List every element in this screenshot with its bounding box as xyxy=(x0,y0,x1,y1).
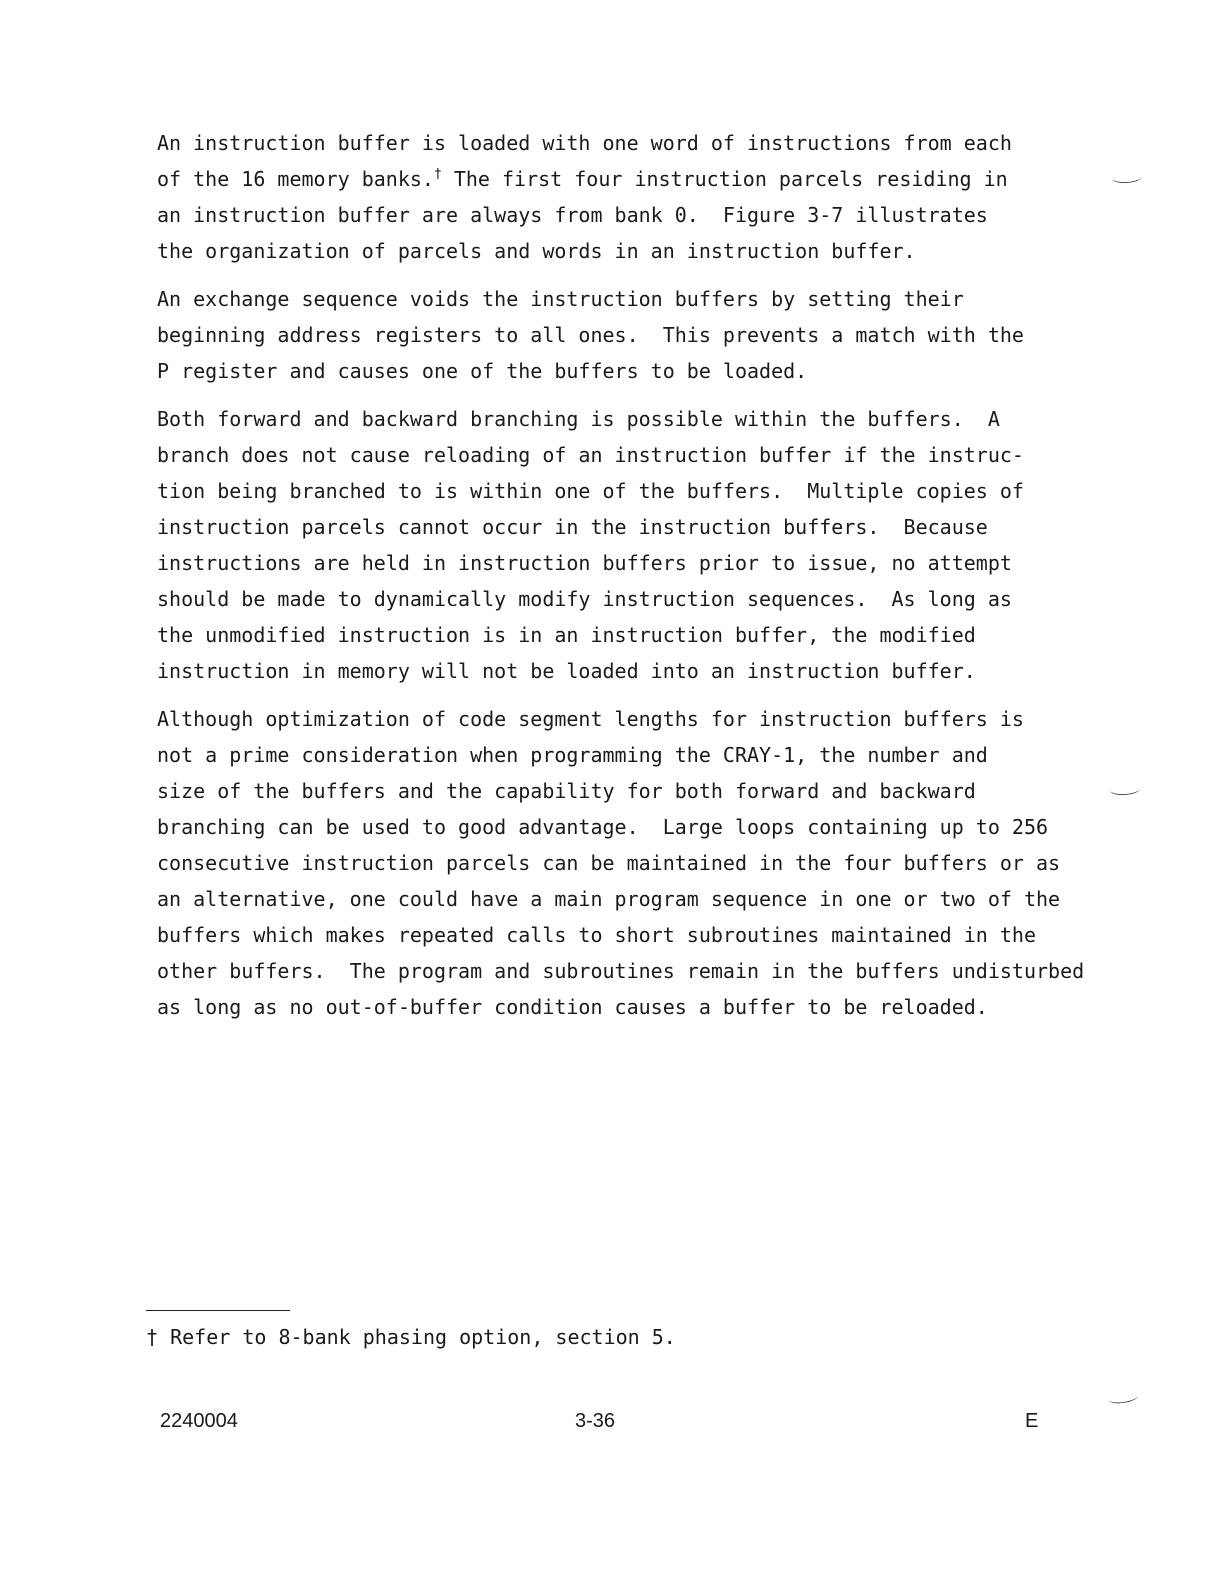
paragraph-instruction-buffer-loading xyxy=(157,125,1097,269)
page-number: 3-36 xyxy=(575,1410,616,1432)
text-line: instruction in memory will not be loaded into an instruction buffer. xyxy=(157,659,976,683)
text-line: branching can be used to good advantage. Large loops containing up to 256 xyxy=(157,815,1049,839)
paragraph-exchange-sequence xyxy=(157,281,1097,389)
text-line: instruction parcels cannot occur in the instruction buffers. Because xyxy=(157,515,988,539)
text-line: Although optimization of code segment lengths for instruction buffers is xyxy=(157,707,1024,731)
revision-letter: E xyxy=(1025,1410,1039,1432)
paragraph-branching xyxy=(157,401,1097,689)
text-line xyxy=(157,161,1097,197)
footnote-text: Refer to 8-bank phasing option, section 5. xyxy=(158,1325,676,1349)
text-line: branch does not cause reloading of an instruction buffer if the instruc- xyxy=(157,443,1024,467)
text-line: instructions are held in instruction buffers prior to issue, no attempt xyxy=(157,551,1012,575)
binder-hole-mark-icon xyxy=(1107,1390,1138,1405)
text-line: buffers which makes repeated calls to short subroutines maintained in the xyxy=(157,923,1036,947)
text-line: beginning address registers to all ones. This prevents a match with the xyxy=(157,323,1024,347)
text-line: Both forward and backward branching is possible within the buffers. A xyxy=(157,407,1000,431)
footnote-dagger: † xyxy=(146,1325,159,1349)
text-line: an alternative, one could have a main program sequence in one or two of the xyxy=(157,887,1061,911)
text-line: an instruction buffer are always from bank 0. Figure 3-7 illustrates xyxy=(157,203,988,227)
text-line: size of the buffers and the capability for both forward and backward xyxy=(157,779,976,803)
footnote-reference: † xyxy=(433,167,442,182)
text-line: the unmodified instruction is in an instruction buffer, the modified xyxy=(157,623,976,647)
text-line: P register and causes one of the buffers to be loaded. xyxy=(157,359,808,383)
text-line: other buffers. The program and subroutines remain in the buffers undisturbed xyxy=(157,959,1085,983)
footnote xyxy=(146,1322,676,1352)
text-line: consecutive instruction parcels can be maintained in the four buffers or as xyxy=(157,851,1061,875)
text-segment: The first four instruction parcels residing in xyxy=(441,167,1008,191)
document-number: 2240004 xyxy=(160,1410,238,1432)
text-line: as long as no out-of-buffer condition causes a buffer to be reloaded. xyxy=(157,995,988,1019)
text-line: the organization of parcels and words in an instruction buffer. xyxy=(157,239,916,263)
text-line: not a prime consideration when programming the CRAY-1, the number and xyxy=(157,743,988,767)
text-segment: of the 16 memory banks. xyxy=(157,167,434,191)
paragraph-optimization xyxy=(157,701,1097,1025)
text-line: An instruction buffer is loaded with one word of instructions from each xyxy=(157,131,1012,155)
text-line: tion being branched to is within one of the buffers. Multiple copies of xyxy=(157,479,1024,503)
text-line: An exchange sequence voids the instruction buffers by setting their xyxy=(157,287,964,311)
binder-hole-mark-icon xyxy=(1110,783,1141,796)
binder-hole-mark-icon xyxy=(1112,171,1143,184)
text-line: should be made to dynamically modify instruction sequences. As long as xyxy=(157,587,1012,611)
footnote-divider xyxy=(146,1310,290,1311)
